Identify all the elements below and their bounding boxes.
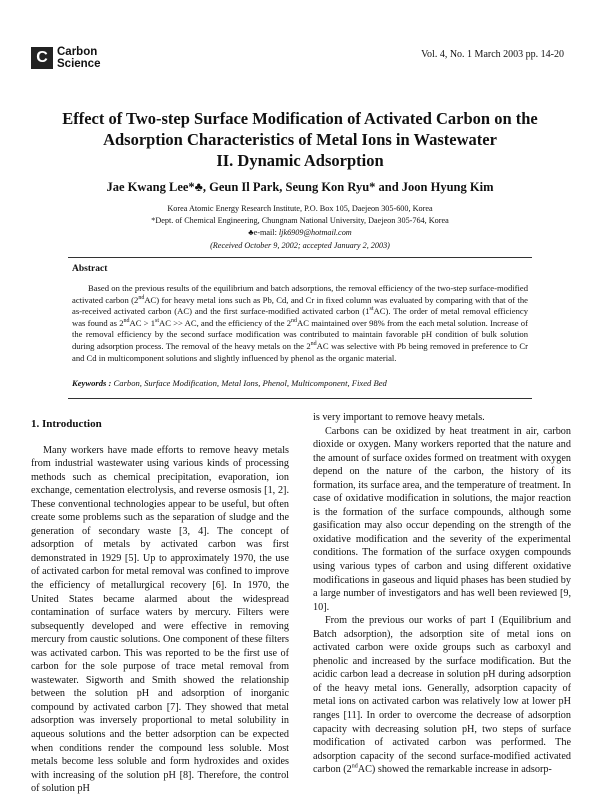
email-address[interactable]: ljk6909@hotmail.com (278, 228, 352, 238)
abstract-seg: Based on the previous results of the equilibrium and batch adsorptions, the removal efficiency of the two-step surface-modified activated carbon (2 (72, 283, 528, 305)
keywords (72, 378, 528, 388)
paragraph-seg: From the previous our works of part I (Equilibrium and Batch adsorption), the adsorption site of metal ions on activated carbon were oxide groups such as carboxyl and phenolic and increased by the surface modification. But the acidic carbon lead a decrease in solution pH during adsorption of the heavy metal ions. Generally, adsorption capacity of metal ions on activated carbon was relatively low at lower pH ranges [11]. In order to overcome the decrease of adsorption capacity with decreasing solution pH, two steps of surface modification of activated carbon was performed. The adsorption capacity of the second surface-modified activated carbon (2 (313, 615, 571, 776)
title-line3: II. Dynamic Adsorption (216, 151, 384, 170)
abstract-seg: AC was selective with Pb being removed in preference to Cr and Cd in multicomponent solutions and slightly influenced by phenol as the organic material. (72, 340, 528, 363)
journal-name (57, 46, 100, 70)
author-list: Jae Kwang Lee*♣, Geun Il Park, Seung Kon Ryu* and Joon Hyung Kim (106, 180, 494, 194)
abstract-text (72, 283, 528, 364)
received-dates: (Received October 9, 2002; accepted January 2, 2003) (210, 240, 390, 250)
paragraph: Carbons can be oxidized by heat treatment in air, carbon dioxide or oxygen. Many workers reported that the nature and the amount of surface oxides formed on treatment with oxygen depend on the nature of the carbon, the history of its formation, its surface area, and the temperature of treatment. In case of oxidative modification in solutions, the major reaction is the formation of the surface compounds, although some gasification may also occur depending on the strength of the oxidative modification and the severity of the experimental conditions. The formation of the surface oxygen compounds using various types of carbon and using different oxidative modifications in gaseous and liquid phases has been studied by a large number of investigators and has well been reviewed [9, 10]. (313, 425, 571, 613)
abstract-sup: nd (138, 294, 145, 301)
paragraph: Many workers have made efforts to remove heavy metals from industrial wastewater using various kinds of processing methods such as chemical precipitation, evaporation, ion exchange, cementation electrolysis, and reverse osmosis [1, 2]. These conventional technologies appear to be useful, but often create some problems such as the separation of sludge and the generation of secondary waste [3, 4]. The concept of adsorption of metals by activated carbon was first demonstrated in 1929 [5]. Up to approximately 1970, the use of activated carbon for metal removal was confined to improve the efficiency of metallurgical recovery [6]. In 1970, the United States became alarmed about the widespread contamination of surface waters by mercury. Filters were subsequently developed and were effective in removing mercury from caustic solutions. One component of these filters was activated carbon. This was reported to be the first use of carbon for the sole purpose of trace metal removal from wastewater. Sigworth and Smith showed the relationship between the solution pH and adsorption of inorganic compound by activated carbon [7]. They showed that metal adsorption was inversely proportional to metal solubility in aqueous solutions and the better adsorption can be expected when conditions render the compound less soluble. Most metals become less soluble and form hydroxides and oxides with increasing of the solution pH [8]. Therefore, the control of solution pH (31, 444, 289, 795)
email-line (40, 227, 560, 239)
paragraph-sup: nd (351, 763, 358, 770)
paper-title (40, 108, 560, 171)
abstract-heading: Abstract (72, 264, 108, 274)
journal-logo (31, 46, 100, 70)
abstract-sup: st (155, 317, 160, 324)
paragraph: is very important to remove heavy metals. (313, 412, 485, 423)
affiliations (40, 203, 560, 252)
abstract-seg: AC > 1 (129, 317, 156, 328)
abstract-sup: nd (310, 341, 317, 348)
abstract-seg: AC maintained over 98% from the each metal solution. Increase of the removal efficiency by the second surface modification was contributed to maintain favorable pH condition of bulk solution during adsorption process. The removal of the heavy metals on the 2 (72, 317, 528, 351)
title-line2: Adsorption Characteristics of Metal Ions in Wastewater (103, 130, 497, 149)
keywords-text: Carbon, Surface Modification, Metal Ions, Phenol, Multicomponent, Fixed Bed (113, 378, 387, 388)
paragraph-seg: AC) showed the remarkable increase in adsorp- (357, 764, 552, 776)
title-line1: Effect of Two-step Surface Modification of Activated Carbon on the (62, 109, 538, 128)
paragraph (313, 614, 571, 777)
abstract-sup: nd (123, 317, 130, 324)
journal-name-line1: Carbon (57, 46, 98, 58)
abstract-sup: st (369, 306, 374, 313)
affiliation-2: *Dept. of Chemical Engineering, Chungnam National University, Daejeon 305-764, Korea (151, 216, 449, 226)
abstract-bottom-rule (68, 398, 532, 399)
section-heading: 1. Introduction (31, 418, 102, 430)
abstract-seg: AC). The order of metal removal efficiency was found as 2 (72, 306, 528, 328)
body-column-left (31, 411, 289, 796)
email-label: ♣e-mail: (248, 228, 279, 238)
keywords-label: Keywords : (72, 378, 114, 388)
abstract-seg: AC) for heavy metal ions such as Pb, Cd, and Cr in fixed column was evaluated by comparing with that of the as-received activated carbon (AC) and the first surface-modified activated carbon (1 (72, 294, 528, 317)
body-column-right (313, 411, 571, 777)
issue-info: Vol. 4, No. 1 March 2003 pp. 14-20 (421, 49, 564, 60)
abstract-top-rule (68, 257, 532, 258)
abstract-sup: nd (291, 317, 298, 324)
journal-logo-icon: C (31, 47, 53, 69)
journal-name-line2: Science (57, 58, 101, 70)
abstract-seg: AC >> AC, and the efficiency of the 2 (159, 317, 292, 328)
affiliation-1: Korea Atomic Energy Research Institute, P.O. Box 105, Daejeon 305-600, Korea (167, 204, 433, 213)
